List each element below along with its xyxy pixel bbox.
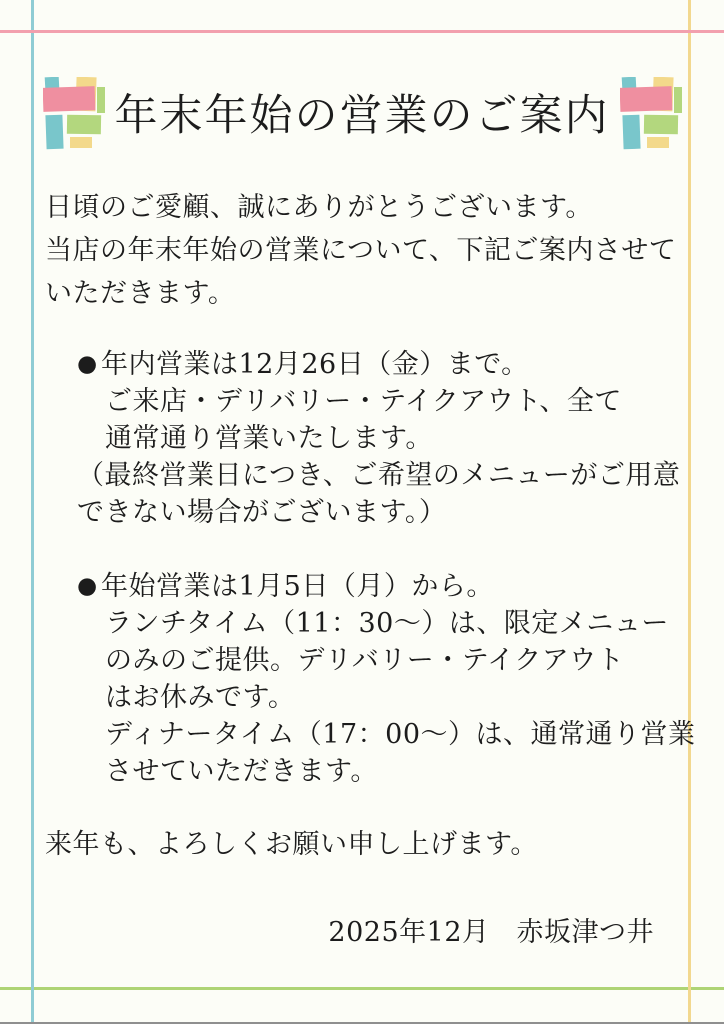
color-blocks-decoration-right xyxy=(620,77,682,155)
section-body-line: させていただきます。 xyxy=(105,756,378,787)
intro-paragraph xyxy=(45,186,676,315)
intro-line: いただきます。 xyxy=(45,278,236,309)
section-heading xyxy=(77,346,680,383)
closing-text: 来年も、よろしくお願い申し上げます。 xyxy=(45,829,538,860)
frame-line-top-pink xyxy=(0,30,724,33)
color-blocks-decoration-left xyxy=(43,77,105,155)
frame-line-bottom-green xyxy=(0,987,724,990)
section-heading-text: 年始営業は1月5日（月）から。 xyxy=(101,571,494,602)
section-heading xyxy=(77,568,696,605)
footer-date: 2025年12月 xyxy=(328,917,490,948)
intro-line: 日頃のご愛顧、誠にありがとうございます。 xyxy=(45,192,593,223)
section-note-line: できない場合がございます。） xyxy=(77,497,447,528)
intro-line: 当店の年末年始の営業について、下記ご案内させて xyxy=(45,235,677,266)
footer-shop-name: 赤坂津つ井 xyxy=(516,917,654,948)
section-heading-text: 年内営業は12月26日（金）まで。 xyxy=(101,349,529,380)
section-body-line: のみのご提供。デリバリー・テイクアウト xyxy=(105,645,625,676)
section-note-line: （最終営業日につき、ご希望のメニューがご用意 xyxy=(77,460,681,491)
section-body-line: ご来店・デリバリー・テイクアウト、全て xyxy=(105,386,622,417)
title-row xyxy=(0,76,724,156)
section-body-line: はお休みです。 xyxy=(105,682,296,713)
bullet-icon: ● xyxy=(77,573,98,599)
section-body-line: ランチタイム（11：30～）は、限定メニュー xyxy=(105,608,669,639)
bullet-icon: ● xyxy=(77,351,98,377)
footer xyxy=(328,910,654,949)
section-body-line: ディナータイム（17：00～）は、通常通り営業 xyxy=(105,719,696,750)
section-new-year xyxy=(77,568,696,790)
section-year-end xyxy=(77,346,680,531)
page-title: 年末年始の営業のご案内 xyxy=(114,90,610,141)
section-body-line: 通常通り営業いたします。 xyxy=(105,423,433,454)
